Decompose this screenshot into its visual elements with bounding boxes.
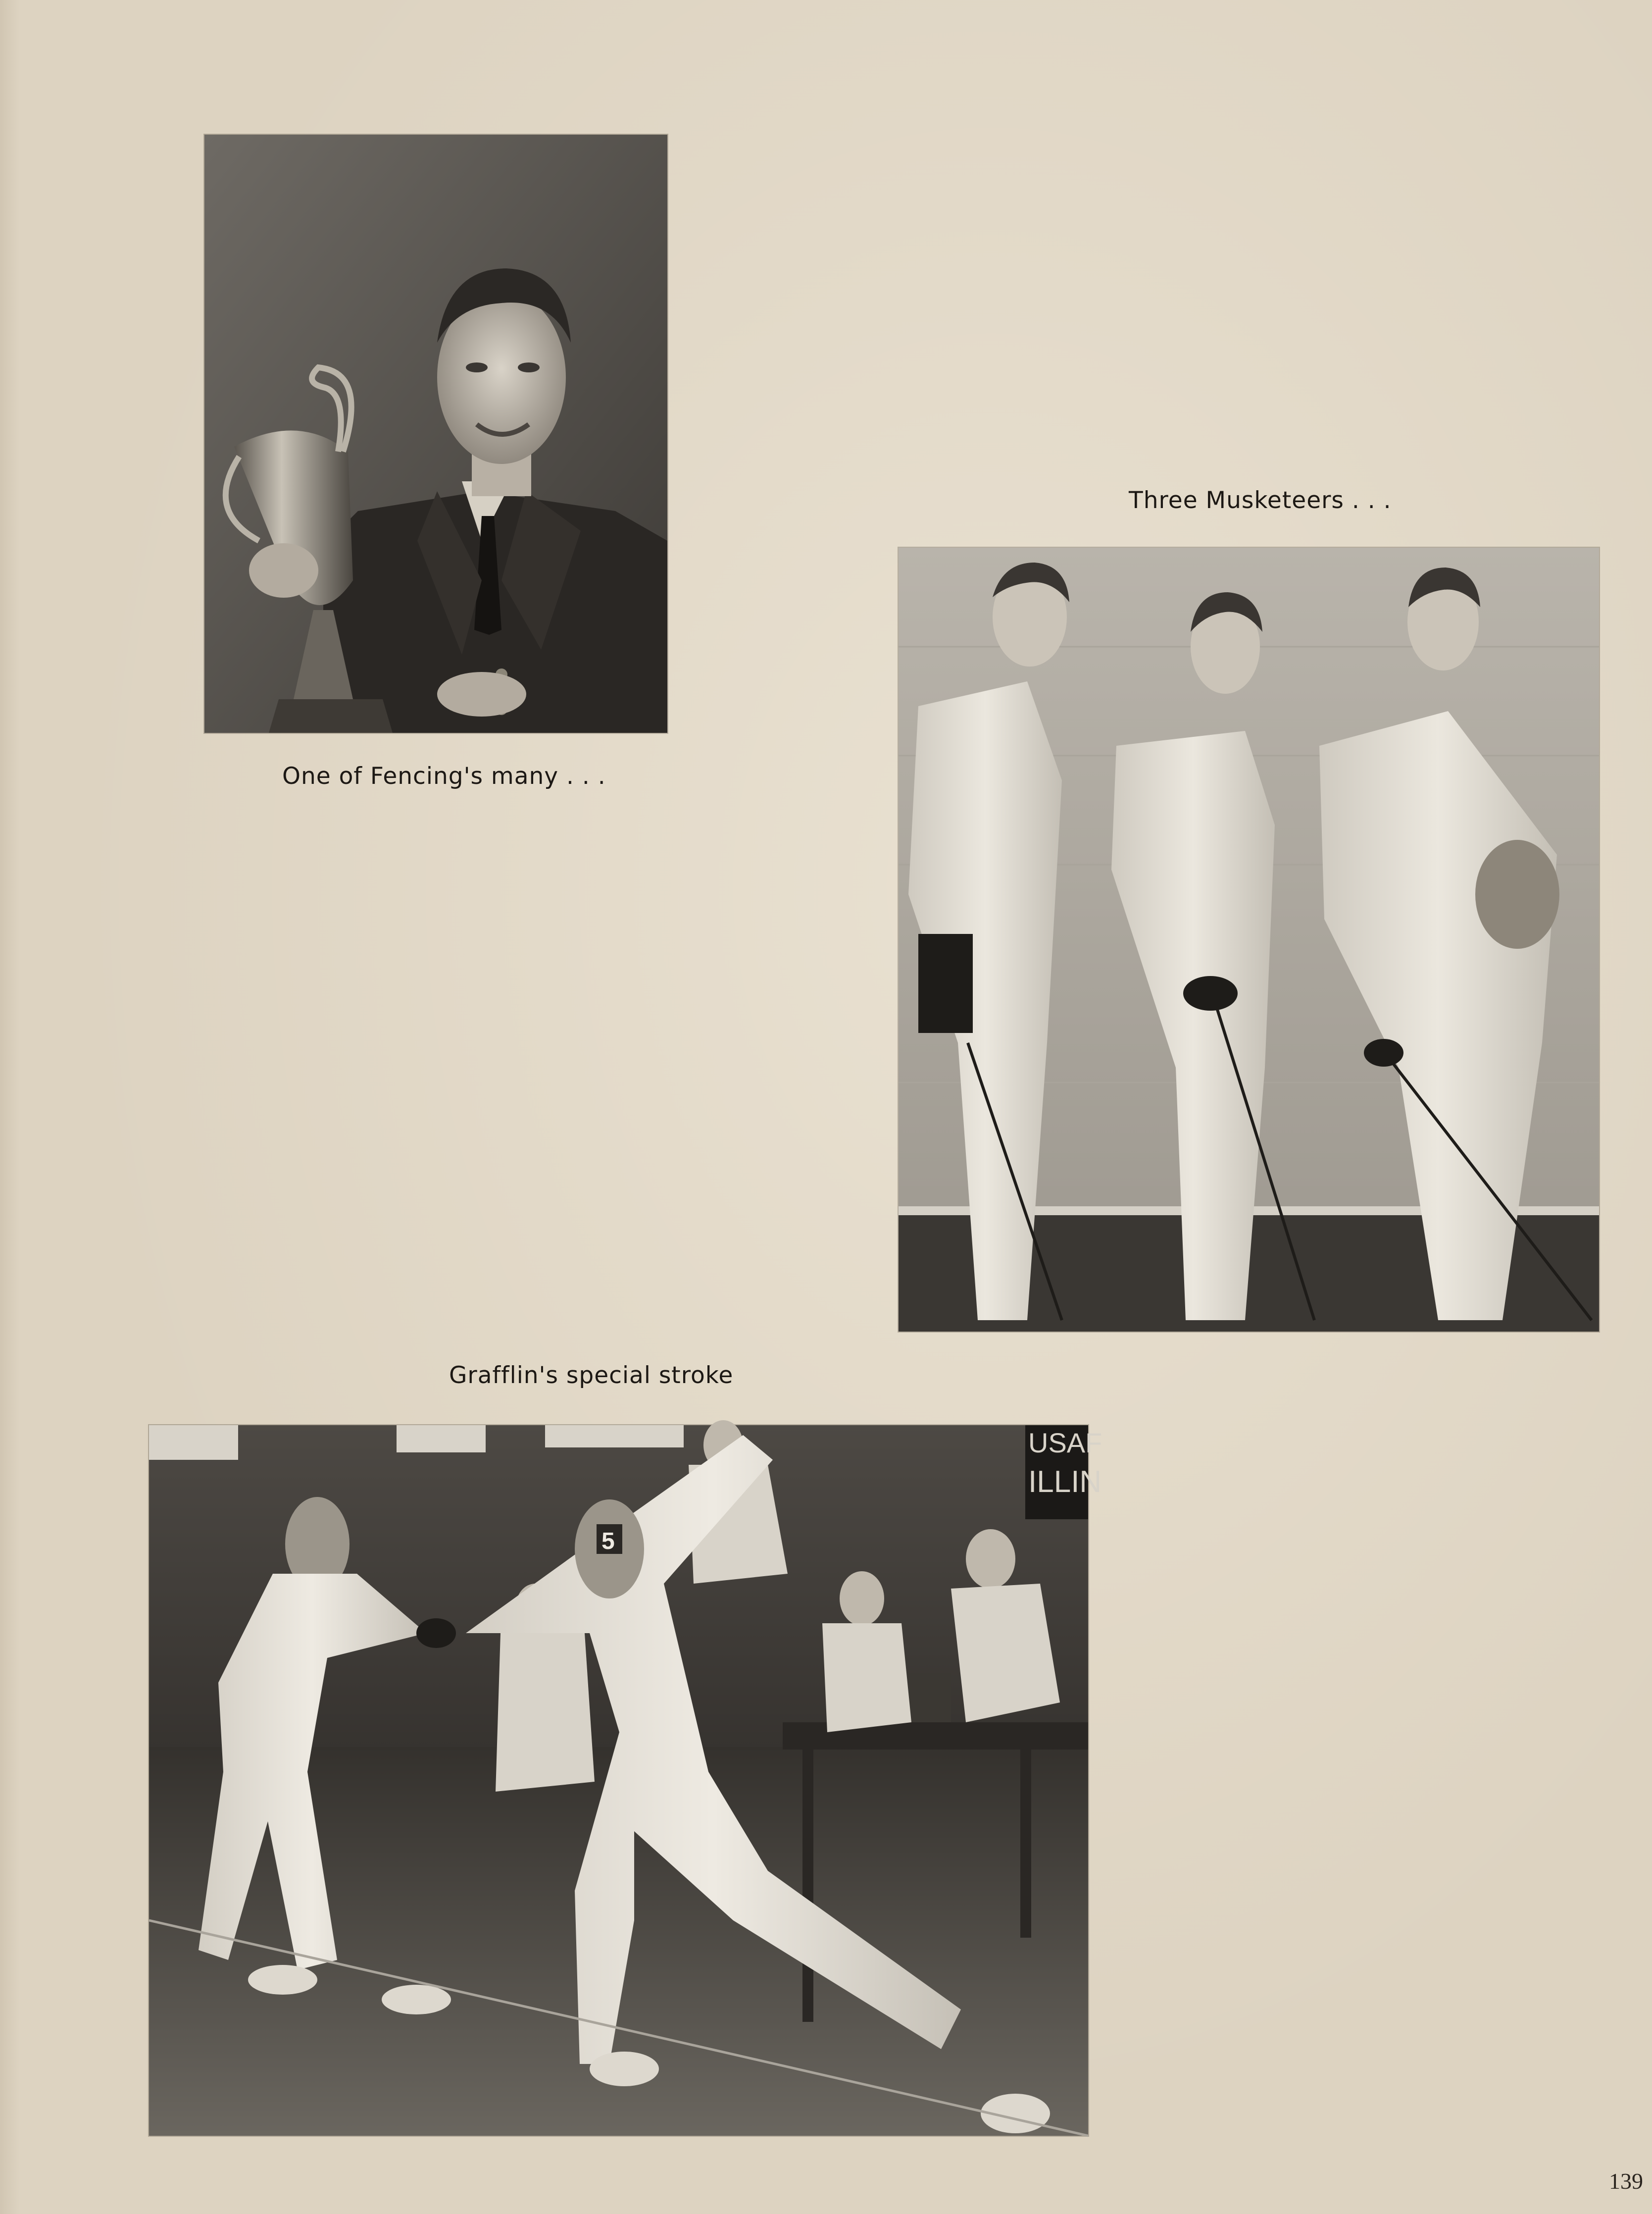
trophy-portrait-photo — [204, 135, 667, 733]
scoreboard-text-1: USAF — [1028, 1427, 1102, 1458]
scoreboard-text-2: ILLIN — [1028, 1465, 1102, 1499]
fencer-number: 5 — [601, 1528, 615, 1554]
three-fencers-photo — [899, 548, 1599, 1332]
bout-caption: Grafflin's special stroke — [449, 1362, 734, 1389]
fencing-bout-photo — [149, 1425, 1102, 2136]
trio-caption: Three Musketeers . . . — [1129, 487, 1392, 514]
page-number: 139 — [1609, 2168, 1643, 2194]
portrait-caption: One of Fencing's many . . . — [282, 763, 606, 790]
